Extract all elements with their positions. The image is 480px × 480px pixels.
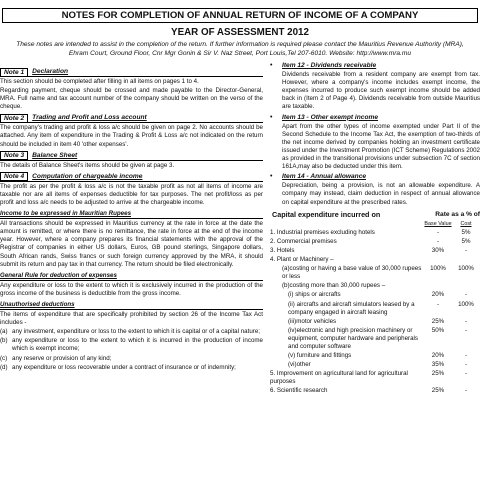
- rate-base-value: -: [436, 237, 440, 245]
- rate-cost: -: [464, 291, 468, 299]
- rate-row-label: (iv)electronic and high precision machinery or equipment, computer hardware and peripherals and computer software: [288, 326, 419, 350]
- rate-base-value: 25%: [431, 317, 445, 325]
- rate-row-label: 5. Improvement on agricultural land for agricultural purposes: [270, 370, 408, 386]
- rate-base-value: 50%: [431, 326, 445, 334]
- list-item: [0, 364, 263, 372]
- rate-cost: [452, 256, 480, 264]
- rate-row-label: 2. Commercial premises: [270, 237, 337, 245]
- rate-base-value: 100%: [430, 265, 446, 273]
- bullet-icon: •: [270, 113, 273, 121]
- rate-row: [270, 361, 480, 369]
- list-label: (a): [0, 328, 8, 336]
- list-text: any reserve or provision of any kind;: [12, 354, 112, 362]
- list-label: (d): [0, 363, 8, 371]
- rate-row-label: (i) ships or aircrafts: [288, 291, 341, 299]
- rate-base-value: 35%: [431, 361, 445, 369]
- rate-row-label: (a)costing or having a base value of 30,000 rupees or less: [282, 265, 422, 281]
- rate-row: [270, 301, 480, 317]
- item-title: Item 14 - Annual allowance: [282, 173, 367, 181]
- rate-base-value: -: [436, 300, 440, 308]
- rate-cost: -: [464, 352, 468, 360]
- rate-row: [270, 238, 480, 246]
- rate-base-value: 20%: [431, 291, 445, 299]
- rate-base-value: 25%: [431, 387, 445, 395]
- note-title: Declaration: [32, 67, 69, 75]
- item-title: Item 13 - Other exempt income: [282, 113, 379, 121]
- note-title: Balance Sheet: [32, 151, 78, 159]
- list-label: (c): [0, 354, 8, 362]
- rate-row-label: (v) furniture and fittings: [288, 352, 352, 360]
- paragraph: Regarding payment, cheque should be crossed and made payable to the Director-General, MRA. Full name and tax account number of the company should be written on the verso of the cheque.: [0, 87, 263, 111]
- rate-row-label: (vi)other: [288, 361, 311, 369]
- rate-row: [270, 387, 480, 395]
- list-label: (b): [0, 337, 8, 345]
- rate-base-value: 20%: [431, 352, 445, 360]
- paragraph: The profit as per the profit & loss a/c is not the taxable profit as not all items of income are taxable nor are all items of expenses deductible for tax purposes. The net profit/loss as per profit and loss a/c needs to be adjusted to arrive at the chargeable income.: [0, 182, 263, 206]
- allowance-rate-table: [270, 229, 480, 396]
- page-banner: NOTES FOR COMPLETION OF ANNUAL RETURN OF INCOME OF A COMPANY: [2, 8, 478, 23]
- rate-row: [270, 327, 480, 351]
- capital-expenditure-title: Capital expenditure incurred on: [272, 209, 381, 219]
- rate-cost: -: [464, 361, 468, 369]
- paragraph: All transactions should be expressed in Mauritius currency at the rate in force at the date the amount is remitted, or where there is no remittance, the rate in force at the end of the income year. However, where a company prepares its financial statements with the approval of the Registrar of companies in either US dollars, Euros, GB pound sterlings, Singapore dollars, South African rands, Swiss francs or such foreign currency approved by the MRA, it should submit its return and pay tax in that currency. The return should be filed electronically.: [0, 220, 263, 268]
- paragraph: Any expenditure or loss to the extent to which it is exclusively incurred in the production of the gross income of the business is deductible from the gross income.: [0, 281, 263, 297]
- list-item: [0, 337, 263, 353]
- rate-row-label: 4. Plant or Machinery –: [270, 256, 334, 264]
- rate-row: [270, 318, 480, 326]
- subheading: General Rule for deduction of expenses: [0, 272, 263, 281]
- rate-base-value: 25%: [431, 370, 445, 378]
- rate-row: [270, 291, 480, 299]
- left-column: [0, 65, 263, 372]
- list-text: any expenditure or loss to the extent to which it is incurred in the production of income which is exempt income;: [12, 337, 263, 353]
- rate-cost: -: [464, 387, 468, 395]
- note-tag: Note 1: [0, 68, 28, 77]
- rate-row: [270, 370, 480, 386]
- subheading: Income to be expressed in Mauritian Rupees: [0, 210, 263, 219]
- right-column: [270, 60, 480, 396]
- list-text: any expenditure or loss recoverable under a contract of insurance or of indemnity;: [12, 363, 236, 371]
- bullet-icon: •: [270, 173, 273, 181]
- item-12-header: [270, 62, 480, 70]
- note-tag: Note 3: [0, 151, 28, 160]
- rate-row: [270, 229, 480, 237]
- year-of-assessment: YEAR OF ASSESSMENT 2012: [171, 27, 309, 38]
- list-item: [0, 355, 263, 363]
- rate-row-label: 6. Scientific research: [270, 387, 328, 395]
- rate-cost: 5%: [461, 228, 471, 236]
- item-13-header: [270, 114, 480, 122]
- rate-base-value: 30%: [431, 246, 445, 254]
- rate-row: [270, 247, 480, 255]
- paragraph: The details of Balance Sheet's items should be given at page 3.: [0, 161, 175, 169]
- bullet-icon: •: [270, 62, 273, 69]
- item-14-header: [270, 173, 480, 181]
- subheading: Unauthorised deductions: [0, 301, 263, 310]
- rate-heading: Rate as a % of: [435, 210, 480, 218]
- rate-cost: 5%: [461, 237, 471, 245]
- rate-row: [270, 282, 480, 290]
- rate-base-value: [424, 282, 452, 290]
- rate-cost: -: [464, 317, 468, 325]
- rate-row-label: (ii) aircrafts and aircraft simulators leased by a company engaged in aircraft leasing: [288, 300, 415, 316]
- list-item: [0, 328, 263, 336]
- rate-cost: [452, 282, 480, 290]
- paragraph: Dividends receivable from a resident company are exempt from tax. However, where a company's income includes exempt income, the expenses incurred to produce such exempt income should be added back in (Item 2 of Page 4). Dividends receivable from outside Mauritius are taxable.: [282, 71, 480, 111]
- rate-cost: 100%: [458, 300, 474, 308]
- rate-cost: -: [464, 326, 468, 334]
- rate-base-value: -: [436, 228, 440, 236]
- note-1-header: [0, 68, 263, 77]
- rate-row: [270, 265, 480, 281]
- rate-cost: -: [464, 370, 468, 378]
- base-value-heading: Base Value: [424, 220, 452, 227]
- paragraph: Depreciation, being a provision, is not an allowable expenditure. A company may instead, claim deduction in respect of annual allowance on capital expenditure at the prescribed rates.: [282, 182, 480, 206]
- rate-row-label: 1. Industrial premises excluding hotels: [270, 228, 375, 236]
- rate-cost: -: [464, 246, 468, 254]
- rate-row-label: (iii)motor vehicles: [288, 317, 337, 325]
- rate-row-label: (b)costing more than 30,000 rupees –: [282, 282, 386, 290]
- note-tag: Note 2: [0, 114, 28, 123]
- rate-subheadings: [270, 220, 480, 228]
- paragraph: This section should be completed after filling in all items on pages 1 to 4.: [0, 78, 199, 85]
- rate-cost: 100%: [458, 265, 474, 273]
- paragraph: Apart from the other types of income exempted under Part II of the Second Schedule to the Income Tax Act, the exemption of two-thirds of the net income derived by companies holding an investment certificate issued under the Investment Promotion (ICT Scheme) Regulations 2002 as provided in the transitional provisions under subsection 7C of section 161A,may also be deducted under this item.: [282, 122, 480, 171]
- rate-row: [270, 256, 480, 264]
- paragraph: The company's trading and profit & loss a/c should be given on page 2. No accounts should be attached. Any item of expenditure in the Trading & Profit & Loss a/c not indicated on the return should be included in item 40 'other expenses'.: [0, 124, 263, 148]
- rate-row-label: 3. Hotels: [270, 246, 295, 254]
- intro-text: These notes are intended to assist in the completion of the return. If further information is required please contact the Mauritius Revenue Authority (MRA), Ehram Court, Ground Floor, Cnr Mgr Gonin & Sir V. Naz Street, Port Louis,Tel 207-6010. Website: http://www.mra.mu: [16, 41, 464, 58]
- list-text: any investment, expenditure or loss to the extent to which it is capital or of a capital nature;: [12, 328, 260, 336]
- rate-row: [270, 352, 480, 360]
- item-title: Item 12 - Dividends receivable: [282, 62, 377, 69]
- note-tag: Note 4: [0, 172, 28, 181]
- capital-expenditure-header: [270, 211, 480, 219]
- note-4-header: [0, 173, 263, 182]
- cost-heading: Cost: [460, 220, 472, 227]
- note-title: Computation of chargeable income: [32, 172, 143, 180]
- paragraph: The items of expenditure that are specifically prohibited by section 26 of the Income Tax Act includes -: [0, 311, 263, 327]
- note-3-header: [0, 152, 263, 161]
- note-2-header: [0, 114, 263, 123]
- note-title: Trading and Profit and Loss account: [32, 114, 147, 122]
- rate-base-value: [424, 256, 452, 264]
